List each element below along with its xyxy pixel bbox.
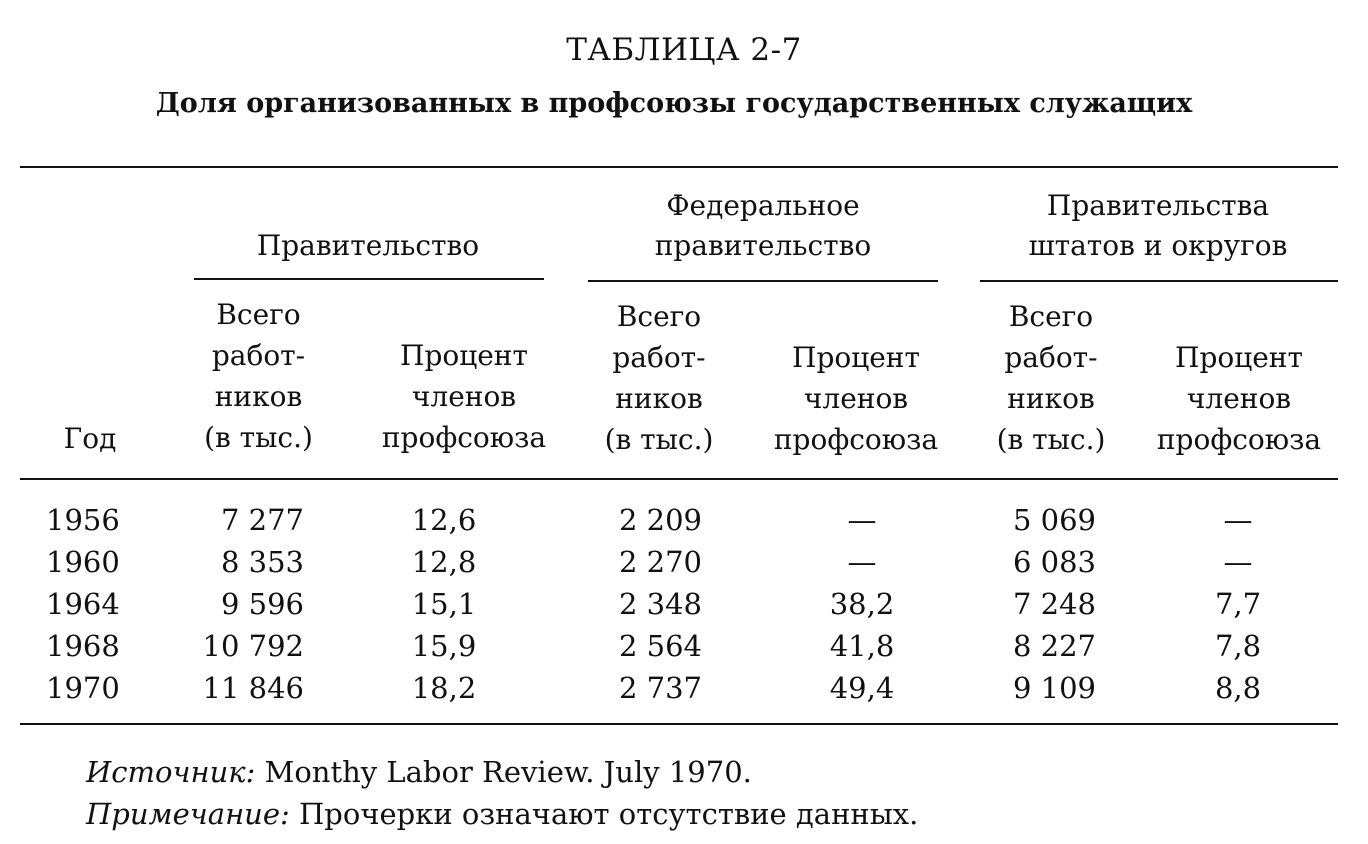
cell-state-pct: — [1223,545,1253,579]
cell-gov-total: 9 596 [220,587,304,621]
cell-fed-pct: 49,4 [829,671,895,705]
bottom-rule [20,723,1338,725]
cell-year: 1968 [46,629,120,663]
note-label: Примечание: [86,797,290,831]
source-note [86,752,752,792]
cell-gov-pct: 15,1 [411,587,477,621]
cell-state-total: 6 083 [1012,545,1096,579]
header-rule [20,478,1338,480]
col-header-gov-pct: Процент членов профсоюза [381,339,547,454]
group-rule-states [980,280,1338,282]
table-number: ТАБЛИЦА 2-7 [566,32,802,68]
col-header-state-total: Всего работ- ников (в тыс.) [996,300,1106,456]
col-header-year: Год [63,422,117,455]
cell-fed-total: 2 564 [618,629,702,663]
cell-year: 1956 [46,503,120,537]
col-header-state-pct: Процент членов профсоюза [1156,341,1322,456]
cell-fed-total: 2 737 [618,671,702,705]
cell-fed-pct: 38,2 [829,587,895,621]
cell-state-total: 9 109 [1012,671,1096,705]
group-header-government: Правительство [256,229,480,262]
group-header-states: Правительства штатов и округов [1028,189,1288,262]
cell-gov-total: 11 846 [202,671,304,705]
cell-fed-total: 2 209 [618,503,702,537]
cell-gov-total: 7 277 [220,503,304,537]
cell-gov-pct: 18,2 [411,671,477,705]
dash-note [86,794,918,834]
cell-state-pct: — [1223,503,1253,537]
group-header-federal: Федеральное правительство [654,189,872,262]
group-rule-federal [588,280,938,282]
cell-gov-total: 8 353 [220,545,304,579]
cell-state-total: 7 248 [1012,587,1096,621]
cell-fed-total: 2 348 [618,587,702,621]
cell-state-pct: 7,7 [1214,587,1262,621]
cell-state-total: 5 069 [1012,503,1096,537]
cell-gov-pct: 12,6 [411,503,477,537]
group-rule-government [194,278,544,280]
source-label: Источник: [86,755,256,789]
cell-gov-pct: 12,8 [411,545,477,579]
cell-fed-pct: 41,8 [829,629,895,663]
cell-year: 1964 [46,587,120,621]
cell-fed-pct: — [847,545,877,579]
cell-fed-pct: — [847,503,877,537]
cell-year: 1960 [46,545,120,579]
note-text: Прочерки означают отсутствие данных. [289,797,919,831]
col-header-fed-total: Всего работ- ников (в тыс.) [604,300,714,456]
source-text: Monthy Labor Review. July 1970. [255,755,752,789]
table-title: Доля организованных в профсоюзы государственных служащих [155,88,1193,119]
cell-fed-total: 2 270 [618,545,702,579]
cell-gov-total: 10 792 [202,629,304,663]
cell-state-total: 8 227 [1012,629,1096,663]
col-header-fed-pct: Процент членов профсоюза [773,341,939,456]
cell-state-pct: 7,8 [1214,629,1262,663]
cell-gov-pct: 15,9 [411,629,477,663]
cell-state-pct: 8,8 [1214,671,1262,705]
cell-year: 1970 [46,671,120,705]
col-header-gov-total: Всего работ- ников (в тыс.) [204,298,313,454]
top-rule [20,166,1338,168]
